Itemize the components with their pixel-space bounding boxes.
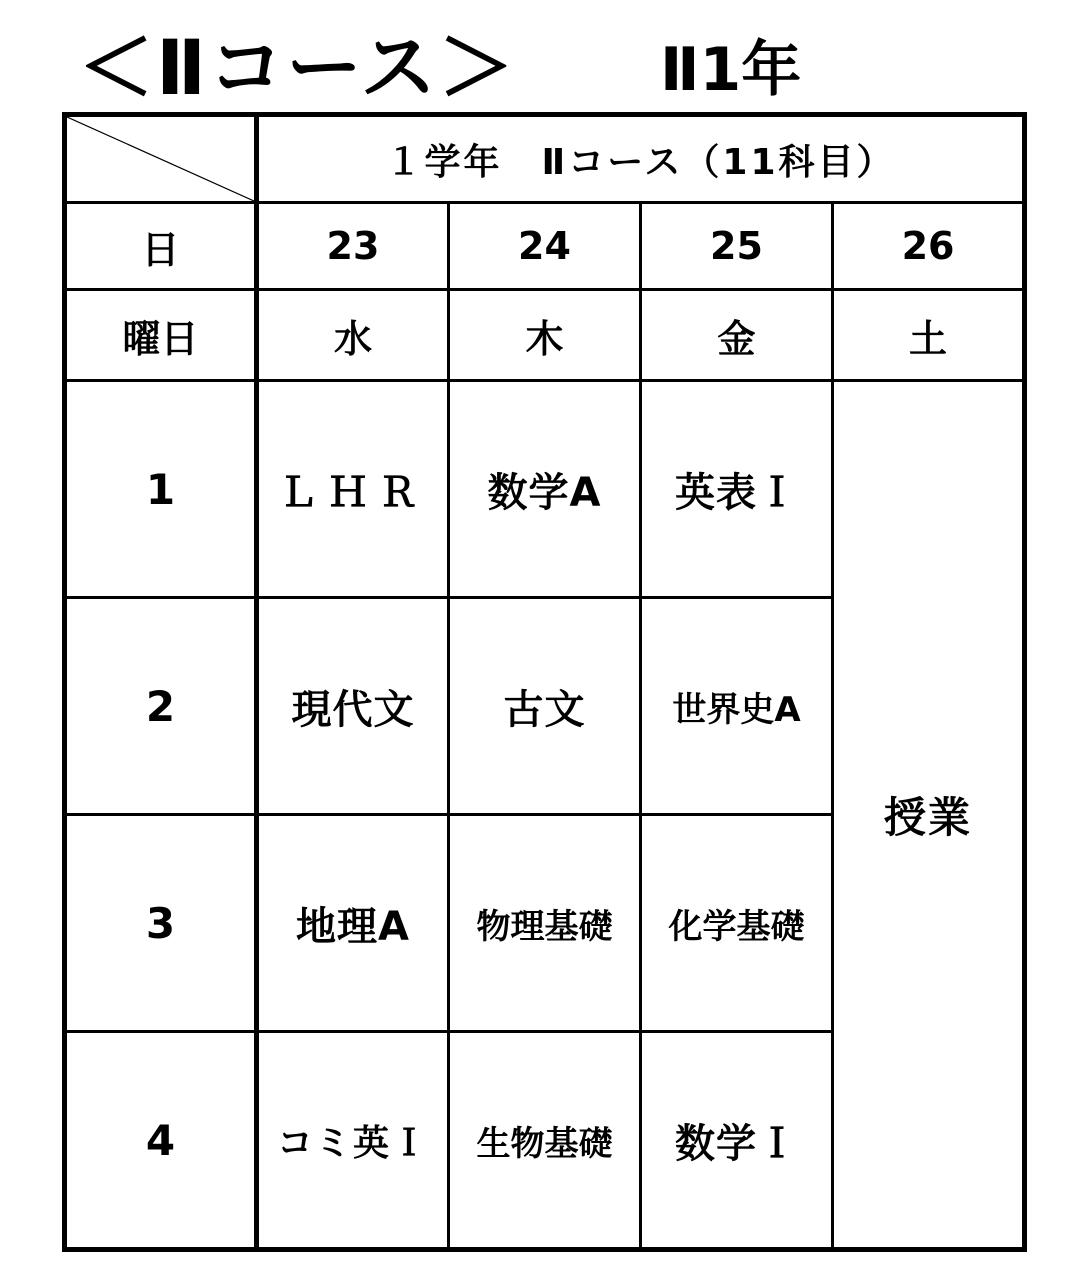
saturday-class-cell: 授業 — [833, 381, 1025, 1250]
date-label: 日 — [65, 203, 257, 290]
period-number: 4 — [65, 1032, 257, 1250]
corner-cell — [65, 115, 257, 203]
weekday-cell: 木 — [449, 290, 641, 381]
date-cell: 25 — [641, 203, 833, 290]
grade-label: Ⅱ1年 — [660, 35, 802, 105]
weekday-cell: 金 — [641, 290, 833, 381]
diagonal-line — [67, 117, 254, 201]
weekday-label: 曜日 — [65, 290, 257, 381]
date-cell: 26 — [833, 203, 1025, 290]
subject-cell: 英表Ｉ — [641, 381, 833, 598]
period-row-1 — [65, 381, 1025, 598]
weekday-row — [65, 290, 1025, 381]
weekday-cell: 水 — [257, 290, 449, 381]
subject-cell: 数学A — [449, 381, 641, 598]
subject-cell: 物理基礎 — [449, 815, 641, 1032]
subject-cell: 生物基礎 — [449, 1032, 641, 1250]
date-cell: 24 — [449, 203, 641, 290]
date-row — [65, 203, 1025, 290]
table-title-row — [65, 115, 1025, 203]
period-number: 3 — [65, 815, 257, 1032]
subject-cell: 数学Ｉ — [641, 1032, 833, 1250]
period-number: 1 — [65, 381, 257, 598]
subject-cell: 化学基礎 — [641, 815, 833, 1032]
weekday-cell: 土 — [833, 290, 1025, 381]
period-number: 2 — [65, 598, 257, 815]
subject-cell: コミ英Ｉ — [257, 1032, 449, 1250]
exam-schedule-table — [62, 112, 1027, 1252]
course-title: ＜Ⅱコース＞ — [78, 23, 517, 112]
table-title: １学年 Ⅱコース（11科目） — [257, 115, 1025, 203]
subject-cell: 現代文 — [257, 598, 449, 815]
subject-cell: ＬＨＲ — [257, 381, 449, 598]
subject-cell: 地理A — [257, 815, 449, 1032]
subject-cell: 世界史A — [641, 598, 833, 815]
subject-cell: 古文 — [449, 598, 641, 815]
date-cell: 23 — [257, 203, 449, 290]
